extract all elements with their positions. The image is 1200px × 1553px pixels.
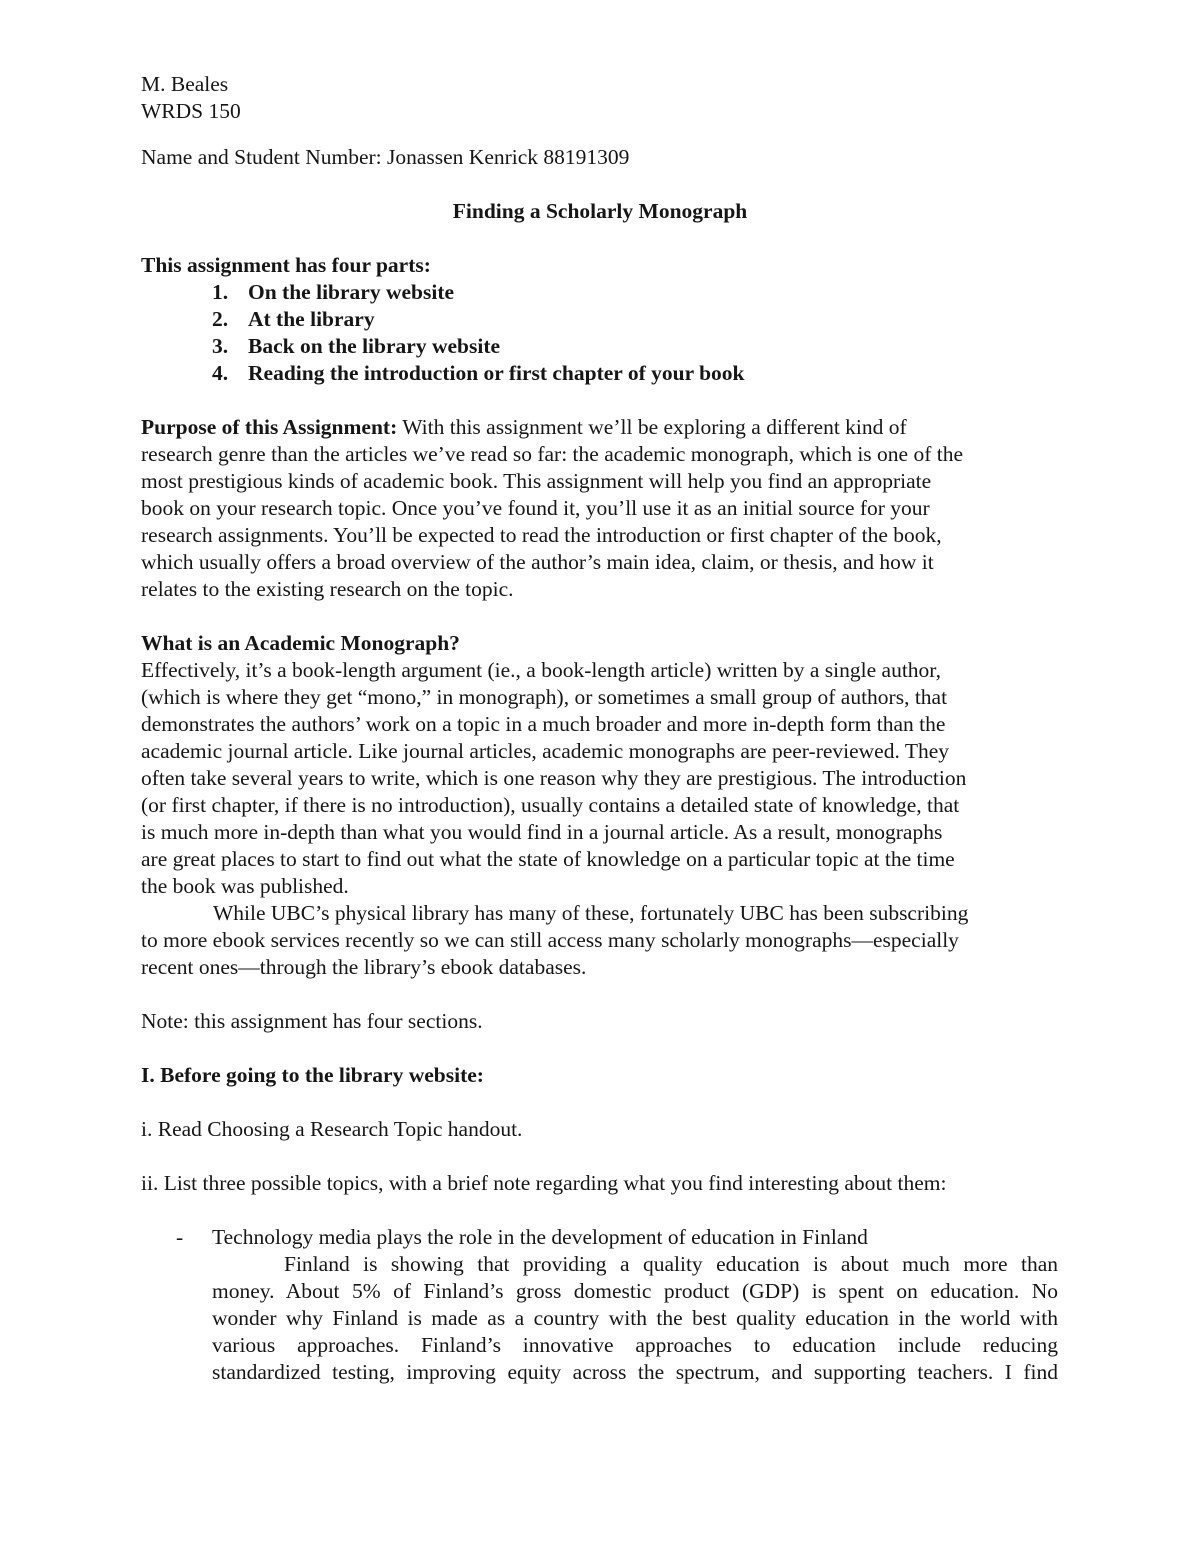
paragraph-line: Finland is showing that providing a quality education is about much more than <box>284 1252 1058 1276</box>
paragraph-line: often take several years to write, which is one reason why they are prestigious. The introduction <box>141 766 967 790</box>
paragraph-line: book on your research topic. Once you’ve found it, you’ll use it as an initial source for your <box>141 496 930 520</box>
paragraph-line: (or first chapter, if there is no introduction), usually contains a detailed state of knowledge, that <box>141 793 960 817</box>
paragraph-line: With this assignment we’ll be exploring a different kind of <box>397 415 907 439</box>
parts-heading: This assignment has four parts: <box>141 253 431 277</box>
purpose-label: Purpose of this Assignment: <box>141 415 398 439</box>
step-i: i. Read Choosing a Research Topic handout. <box>141 1117 523 1141</box>
paragraph-line: standardized testing, improving equity across the spectrum, and supporting teachers. I find <box>212 1360 1058 1384</box>
paragraph-line: various approaches. Finland’s innovative approaches to education include reducing <box>212 1333 1058 1357</box>
paragraph-line: academic journal article. Like journal articles, academic monographs are peer-reviewed. They <box>141 739 950 763</box>
dash-bullet: - <box>176 1225 184 1249</box>
paragraph-line: the book was published. <box>141 874 349 898</box>
list-text: On the library website <box>248 280 455 304</box>
topic-title: Technology media plays the role in the development of education in Finland <box>212 1225 868 1249</box>
purpose-first-line <box>141 414 907 441</box>
paragraph-line: research genre than the articles we’ve read so far: the academic monograph, which is one of the <box>141 442 964 466</box>
paragraph-line: recent ones—through the library’s ebook databases. <box>141 955 587 979</box>
paragraph-line: which usually offers a broad overview of the author’s main idea, claim, or thesis, and how it <box>141 550 934 574</box>
paragraph-line: is much more in-depth than what you would find in a journal article. As a result, monographs <box>141 820 943 844</box>
step-ii: ii. List three possible topics, with a brief note regarding what you find interesting about them: <box>141 1171 947 1195</box>
paragraph-line: money. About 5% of Finland’s gross domestic product (GDP) is spent on education. No <box>212 1279 1058 1303</box>
student-name-line: Name and Student Number: Jonassen Kenrick 88191309 <box>141 145 630 169</box>
paragraph-line: relates to the existing research on the topic. <box>141 577 514 601</box>
paragraph-line: most prestigious kinds of academic book. This assignment will help you find an appropriate <box>141 469 932 493</box>
paragraph-line: Effectively, it’s a book-length argument (ie., a book-length article) written by a single author, <box>141 658 941 682</box>
section-heading: I. Before going to the library website: <box>141 1063 484 1087</box>
paragraph-line: research assignments. You’ll be expected to read the introduction or first chapter of the book, <box>141 523 942 547</box>
section-note: Note: this assignment has four sections. <box>141 1009 483 1033</box>
list-number: 4. <box>212 361 229 385</box>
paragraph-line: to more ebook services recently so we can still access many scholarly monographs—especially <box>141 928 959 952</box>
paragraph-line: are great places to start to find out what the state of knowledge on a particular topic at the time <box>141 847 955 871</box>
list-number: 3. <box>212 334 229 358</box>
list-text: Reading the introduction or first chapter of your book <box>248 361 745 385</box>
paragraph-line: While UBC’s physical library has many of these, fortunately UBC has been subscribing <box>213 901 969 925</box>
list-text: At the library <box>248 307 375 331</box>
instructor-name: M. Beales <box>141 72 229 96</box>
document-title: Finding a Scholarly Monograph <box>452 199 748 223</box>
list-number: 1. <box>212 280 229 304</box>
course-code: WRDS 150 <box>141 99 241 123</box>
paragraph-line: demonstrates the authors’ work on a topic in a much broader and more in-depth form than the <box>141 712 946 736</box>
list-text: Back on the library website <box>248 334 501 358</box>
paragraph-line: wonder why Finland is made as a country with the best quality education in the world with <box>212 1306 1058 1330</box>
monograph-heading: What is an Academic Monograph? <box>141 631 460 655</box>
list-number: 2. <box>212 307 229 331</box>
paragraph-line: (which is where they get “mono,” in monograph), or sometimes a small group of authors, that <box>141 685 948 709</box>
